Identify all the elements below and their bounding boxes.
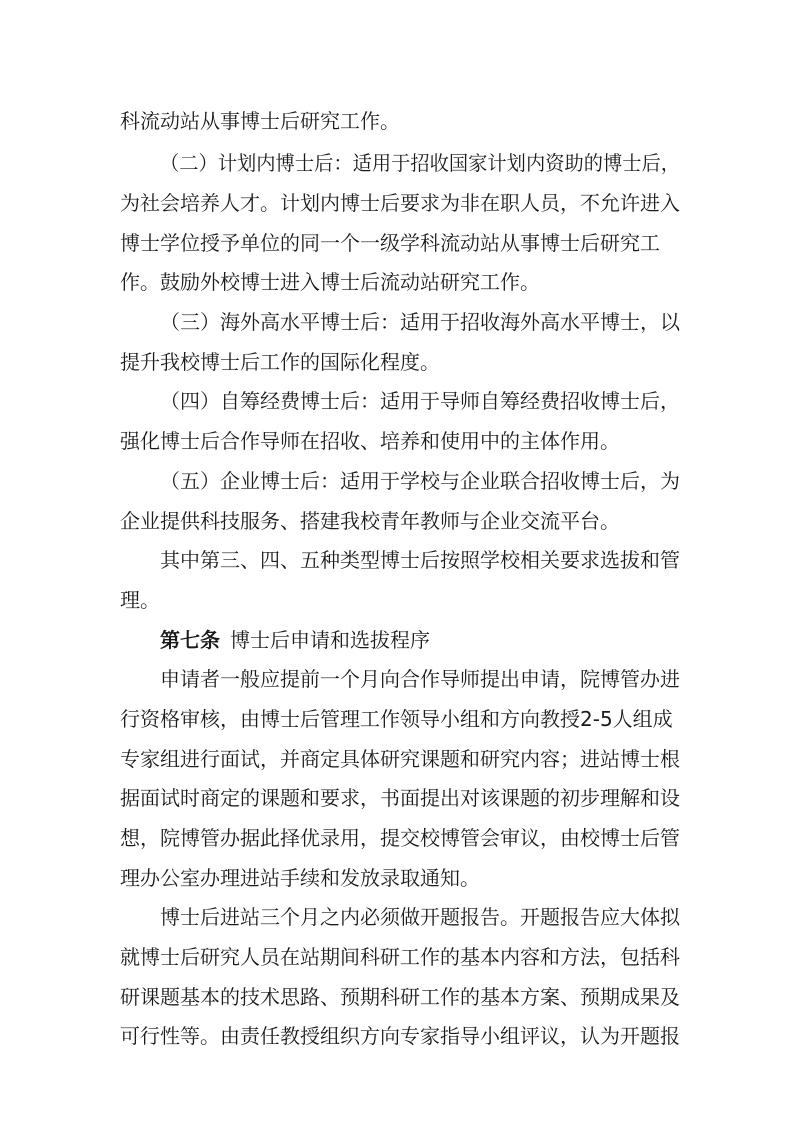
line-text: 研课题基本的技术思路、预期科研工作的基本方案、预期成果及 [120,985,680,1009]
text-line [0,146,799,180]
text-line [0,821,799,855]
text-line [0,702,799,736]
line-text: 强化博士后合作导师在招收、培养和使用中的主体作用。 [120,429,620,453]
line-text: 博士学位授予单位的同一个一级学科流动站从事博士后研究工 [120,231,660,255]
line-text: 博士后进站三个月之内必须做开题报告。开题报告应大体拟 [160,905,680,929]
text-line [0,583,799,617]
line-text: 行资格审核，由博士后管理工作领导小组和方向教授2-5人组成 [120,707,673,731]
line-text: （五）企业博士后：适用于学校与企业联合招收博士后，为 [160,469,680,493]
text-line [0,424,799,458]
line-text: 可行性等。由责任教授组织方向专家指导小组评议，认为开题报 [120,1024,680,1048]
text-line [0,1019,799,1053]
text-line [0,186,799,220]
line-text: 理。 [120,588,160,612]
text-line [0,543,799,577]
line-text: 申请者一般应提前一个月向合作导师提出申请，院博管办进 [160,667,680,691]
line-text: 理办公室办理进站手续和发放录取通知。 [120,866,480,890]
text-line [0,345,799,379]
line-text: 就博士后研究人员在站期间科研工作的基本内容和方法，包括科 [120,945,680,969]
text-line [0,464,799,498]
text-line [0,104,799,138]
article-heading [0,623,799,657]
line-text: 科流动站从事博士后研究工作。 [120,109,400,133]
line-text: （三）海外高水平博士后：适用于招收海外高水平博士，以 [160,310,680,334]
line-text: 其中第三、四、五种类型博士后按照学校相关要求选拔和管 [160,548,680,572]
line-text: 企业提供科技服务、搭建我校青年教师与企业交流平台。 [120,509,620,533]
text-line [0,226,799,260]
text-line [0,781,799,815]
text-line [0,900,799,934]
article-title: 博士后申请和选拔程序 [230,628,430,652]
text-line [0,305,799,339]
line-text: 专家组进行面试，并商定具体研究课题和研究内容；进站博士根 [120,747,680,771]
line-text: 想，院博管办据此择优录用，提交校博管会审议，由校博士后管 [120,826,680,850]
line-text: 提升我校博士后工作的国际化程度。 [120,350,440,374]
text-line [0,662,799,696]
line-text: 为社会培养人才。计划内博士后要求为非在职人员，不允许进入 [120,191,680,215]
article-number: 第七条 [160,628,220,652]
line-text: （二）计划内博士后：适用于招收国家计划内资助的博士后， [160,151,681,175]
line-text: （四）自筹经费博士后：适用于导师自筹经费招收博士后， [160,389,680,413]
text-line [0,742,799,776]
line-text: 据面试时商定的课题和要求，书面提出对该课题的初步理解和设 [120,786,680,810]
text-line [0,940,799,974]
text-line [0,980,799,1014]
line-text: 作。鼓励外校博士进入博士后流动站研究工作。 [120,270,540,294]
text-line [0,384,799,418]
text-line [0,504,799,538]
text-line [0,265,799,299]
text-line [0,861,799,895]
